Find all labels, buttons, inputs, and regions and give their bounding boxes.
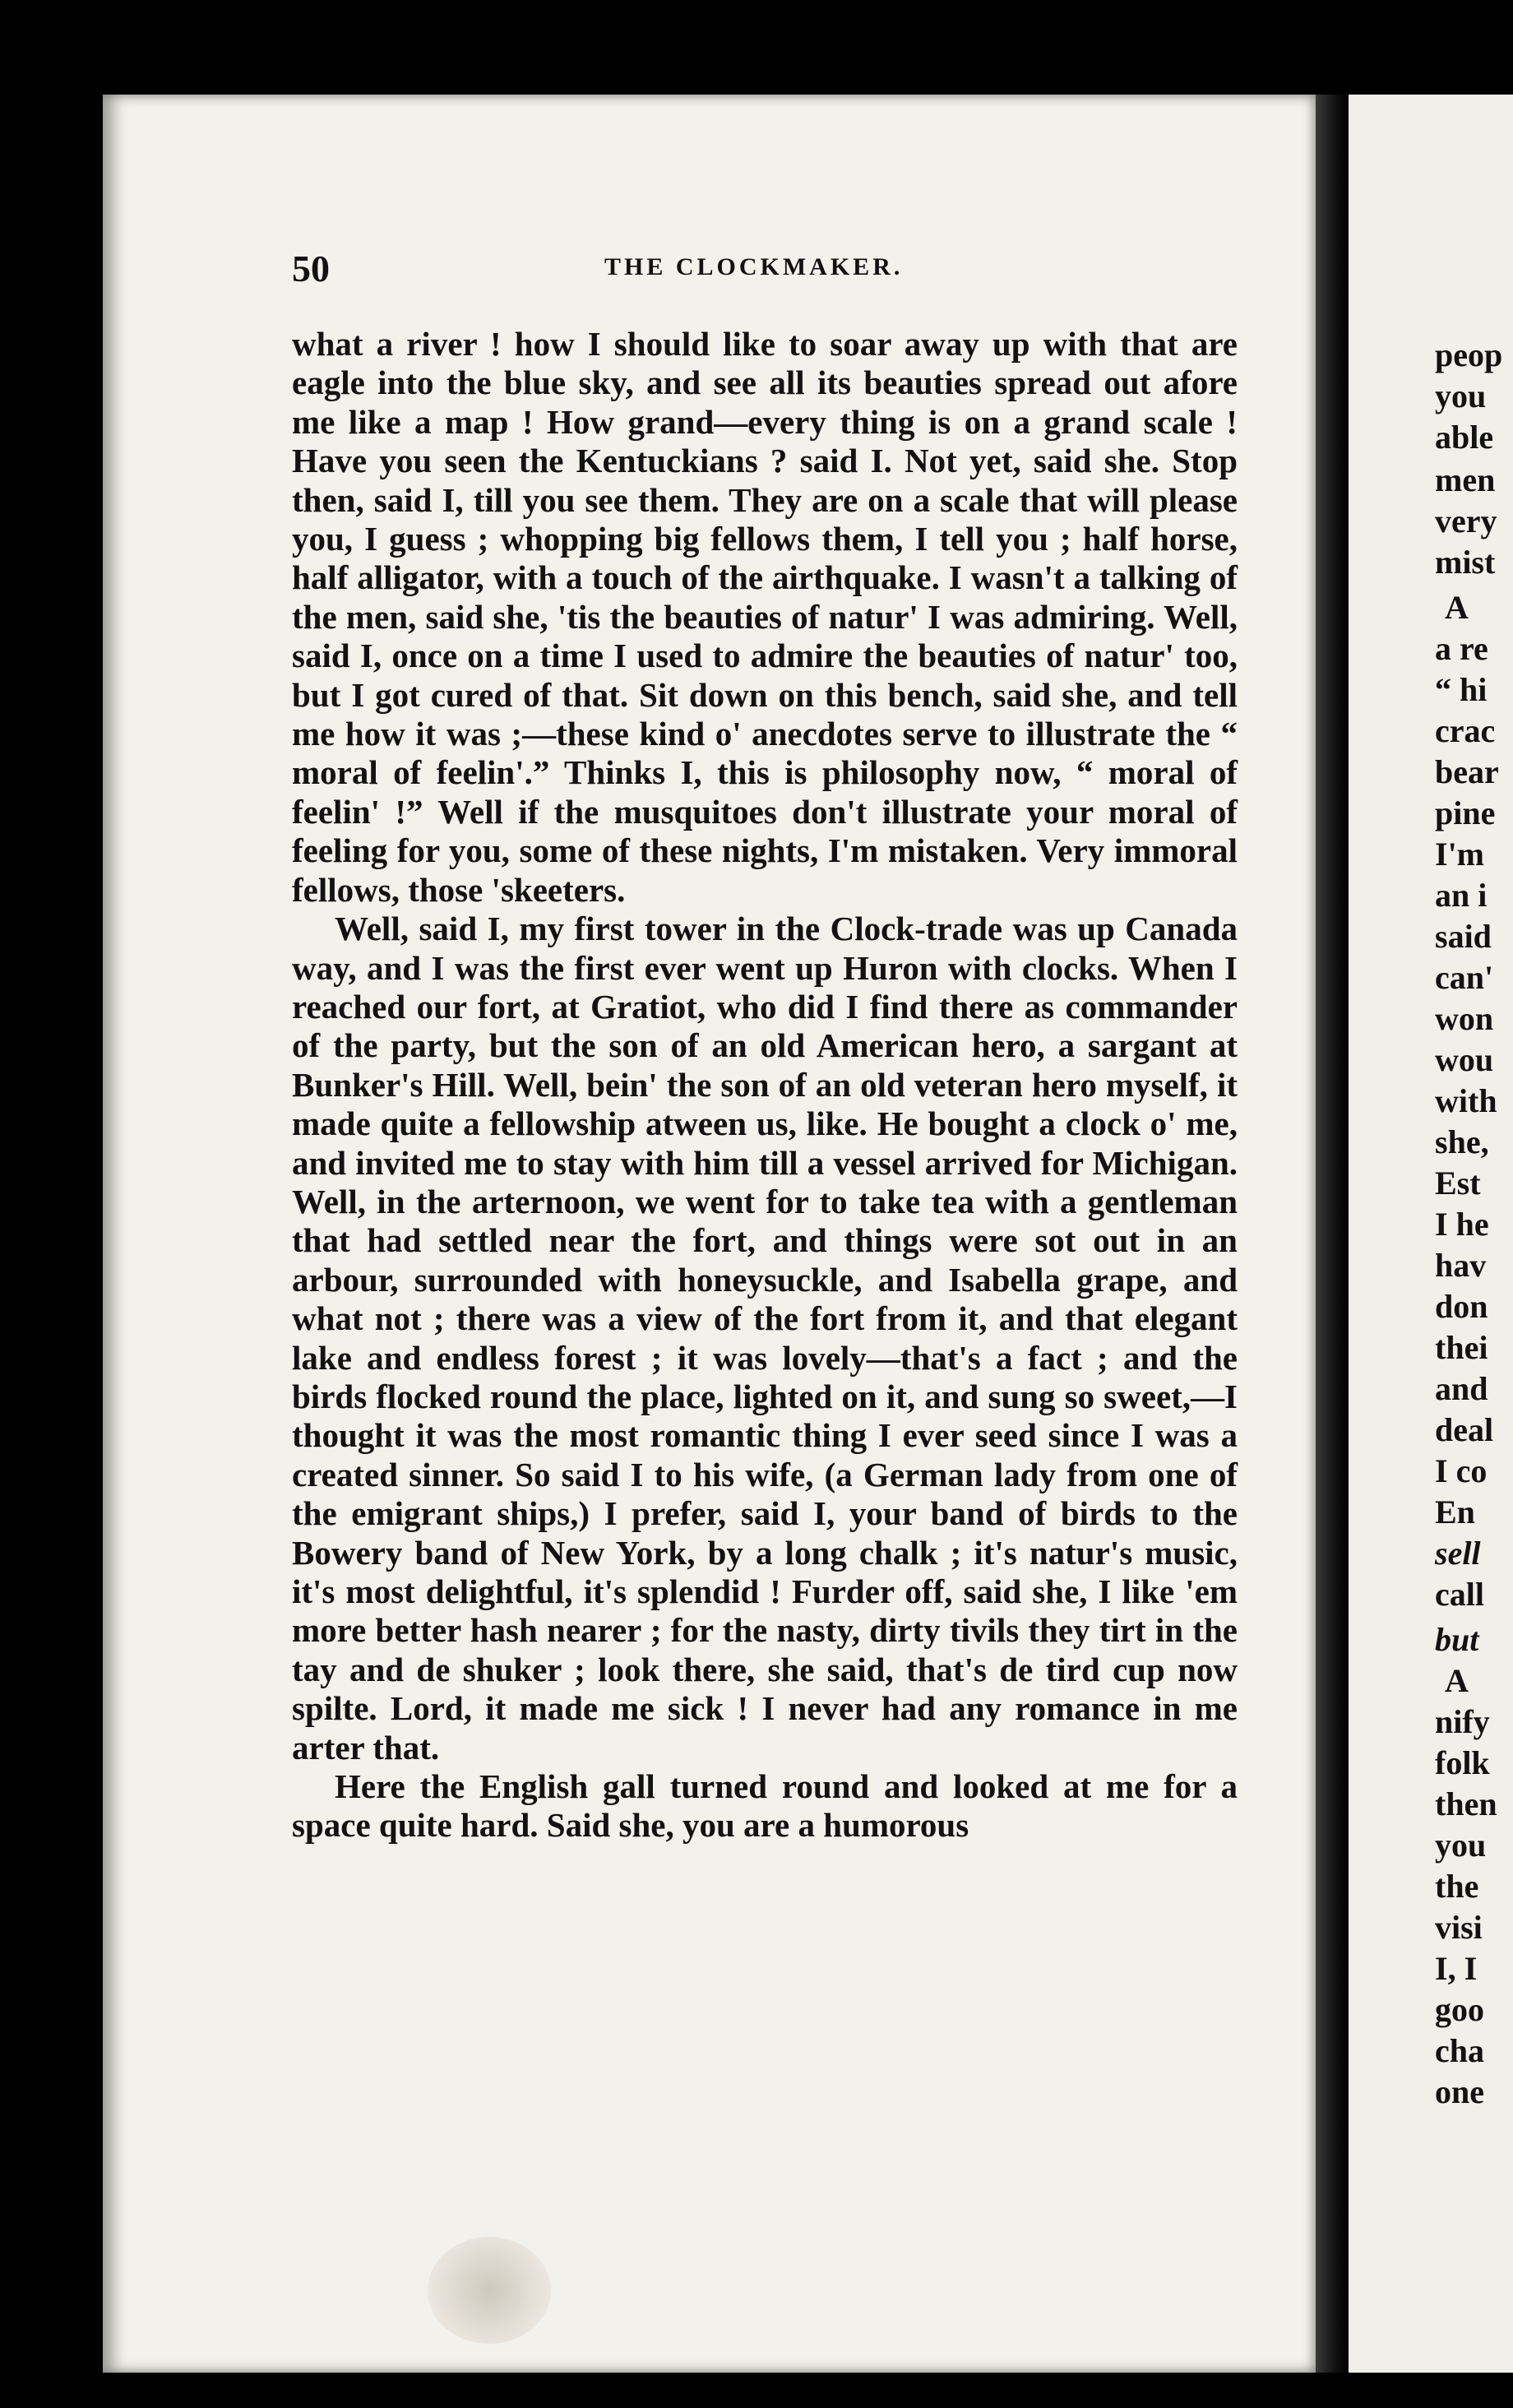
right-page-fragment: crac xyxy=(1435,712,1496,749)
right-page-fragment: deal xyxy=(1435,1411,1494,1448)
right-page-fragment: one xyxy=(1435,2073,1484,2110)
right-page-fragment: En xyxy=(1435,1493,1475,1530)
paragraph: Here the English gall turned round and looked at me for a space quite hard. Said she, you are a humorous xyxy=(292,1767,1238,1845)
right-page-fragment: I'm xyxy=(1435,836,1484,873)
right-page-fragment: peop xyxy=(1435,336,1503,373)
right-page-fragment: won xyxy=(1435,1000,1494,1037)
paragraph: what a river ! how I should like to soar away up with that are eagle into the blue sky, and see all its beauties spread out afore me like a map ! How grand—every thing is on a grand scale ! Have you seen the Kentuckians ? said I. Not yet, said she. Stop then, said I, till you see them. They are on a scale that will please you, I guess ; whopping big fellows them, I tell you ; half horse, half alligator, with a touch of the airthquake. I wasn't a talking of the men, said she, 'tis the beauties of natur' I was admiring. Well, said I, once on a time I used to admire the beauties of natur' too, but I got cured of that. Sit down on this bench, said she, and tell me how it was ;—these kind o' anecdotes serve to illustrate the “ moral of feelin'.” Thinks I, this is philosophy now, “ moral of feelin' !” Well if the musquitoes don't illustrate your moral of feeling for you, some of these nights, I'm mistaken. Very immoral fellows, those 'skeeters. xyxy=(292,325,1238,909)
right-page-fragment: visi xyxy=(1435,1909,1483,1946)
right-page-fragment: A xyxy=(1445,1662,1469,1699)
paragraph: Well, said I, my first tower in the Clock-trade was up Canada way, and I was the first ever went up Huron with clocks. When I reached our fort, at Gratiot, who did I find there as commander of the party, but the son of an old American hero, a sargant at Bunker's Hill. Well, bein' the son of an old veteran hero myself, it made quite a fellowship atween us, like. He bought a clock o' me, and invited me to stay with him till a vessel arrived for Michigan. Well, in the arternoon, we went for to take tea with a gentleman that had settled near the fort, and things were sot out in an arbour, surrounded with honeysuckle, and Isabella grape, and what not ; there was a view of the fort from it, and that elegant lake and endless forest ; it was lovely—that's a fact ; and the birds flocked round the place, lighted on it, and sung so sweet,—I thought it was the most romantic thing I ever seed since I was a created sinner. So said I to his wife, (a German lady from one of the emigrant ships,) I prefer, said I, your band of birds to the Bowery band of New York, by a long chalk ; it's natur's music, it's most delightful, it's splendid ! Furder off, said she, I like 'em more better hash nearer ; for the nasty, dirty tivils they tirt in the tay and de shuker ; look there, she said, that's de tird cup now spilte. Lord, it made me sick ! I never had any romance in me arter that. xyxy=(292,910,1238,1767)
right-page-fragment: “ hi xyxy=(1435,671,1488,708)
right-page-fragment: wou xyxy=(1435,1041,1494,1078)
right-page-fragment: pine xyxy=(1435,794,1496,831)
right-page-fragment: you xyxy=(1435,377,1487,414)
right-page-fragment: I he xyxy=(1435,1206,1489,1243)
right-page-fragment: a re xyxy=(1435,630,1488,667)
right-page-fragment: then xyxy=(1435,1785,1497,1822)
right-page-fragment: nify xyxy=(1435,1703,1490,1740)
right-page-fragment: call xyxy=(1435,1576,1484,1613)
paper-stain xyxy=(428,2237,551,2344)
right-page-fragment: hav xyxy=(1435,1247,1487,1284)
page-number: 50 xyxy=(292,248,330,289)
right-page-fragment: mist xyxy=(1435,544,1496,581)
right-page-fragment: you xyxy=(1435,1827,1487,1864)
right-page-fragment: goo xyxy=(1435,1991,1484,2028)
right-page-fragment: very xyxy=(1435,502,1497,539)
right-page-fragment: but xyxy=(1435,1621,1479,1658)
right-page-fragment: cha xyxy=(1435,2032,1484,2069)
right-page-fragment: she, xyxy=(1435,1123,1489,1160)
running-title: THE CLOCKMAKER. xyxy=(604,253,904,280)
right-page-fragment: able xyxy=(1435,419,1494,456)
right-page-fragment: can' xyxy=(1435,959,1494,996)
right-page-fragment: sell xyxy=(1435,1535,1481,1572)
right-page-fragment: men xyxy=(1435,461,1496,498)
right-page-fragment: an i xyxy=(1435,877,1488,914)
right-page-fragment: Est xyxy=(1435,1165,1481,1202)
right-page-fragment: the xyxy=(1435,1868,1479,1905)
right-page-fragment: bear xyxy=(1435,753,1499,790)
book-gutter xyxy=(1316,95,1349,2373)
right-page-fragment: with xyxy=(1435,1082,1497,1119)
right-page-fragment: I, I xyxy=(1435,1950,1478,1987)
right-page-fragment: I co xyxy=(1435,1452,1488,1489)
right-page-fragment: folk xyxy=(1435,1744,1490,1781)
right-page-fragment: thei xyxy=(1435,1329,1488,1366)
right-page-fragment: don xyxy=(1435,1288,1488,1325)
right-page-fragment: A xyxy=(1445,589,1469,626)
right-page-fragment: and xyxy=(1435,1370,1488,1407)
page-header xyxy=(292,247,1262,296)
body-text xyxy=(292,325,1238,1845)
right-page-fragment: said xyxy=(1435,918,1492,955)
